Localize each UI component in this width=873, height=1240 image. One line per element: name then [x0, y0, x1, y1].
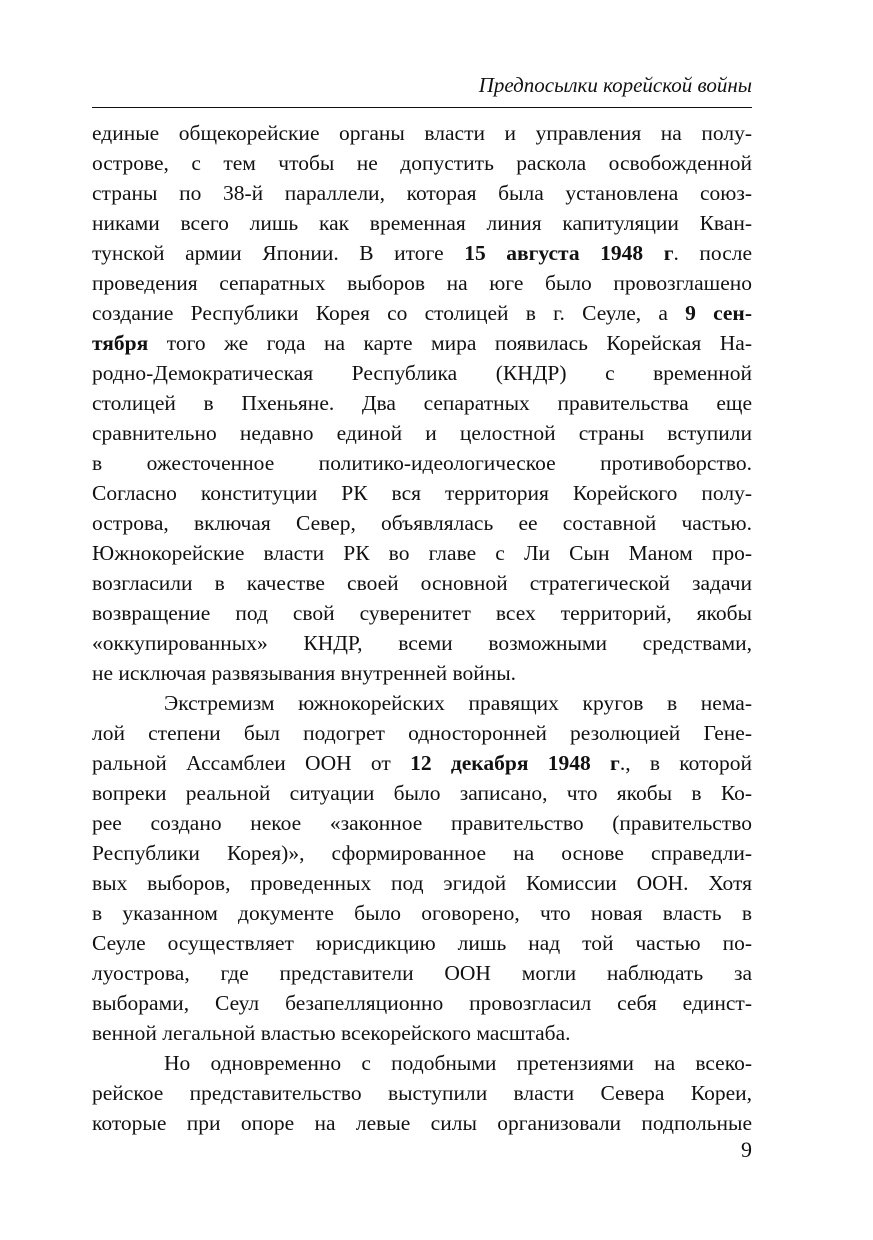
- text-line: единые общекорейские органы власти и управления на полу-: [92, 121, 752, 145]
- text-line: «оккупированных» КНДР, всеми возможными средствами,: [92, 631, 752, 655]
- text-line: вых выборов, проведенных под эгидой Комиссии ООН. Хотя: [92, 871, 752, 895]
- text-line: возгласили в качестве своей основной стратегической задачи: [92, 571, 752, 595]
- text-line: Южнокорейские власти РК во главе с Ли Сын Маном про-: [92, 541, 752, 565]
- text-line: тября того же года на карте мира появилась Корейская На-: [92, 331, 752, 355]
- body-text: [92, 118, 752, 1138]
- text-line: которые при опоре на левые силы организовали подпольные: [92, 1111, 752, 1135]
- text-line: тунской армии Японии. В итоге 15 августа 1948 г. после: [92, 241, 753, 265]
- text-line: рейское представительство выступили власти Севера Кореи,: [92, 1081, 752, 1105]
- paragraph-first-line: Экстремизм южнокорейских правящих кругов в нема-: [164, 691, 752, 715]
- text-line: в указанном документе было оговорено, что новая власть в: [92, 901, 752, 925]
- text-line: острове, с тем чтобы не допустить раскола освобожденной: [92, 151, 752, 175]
- text-line: столицей в Пхеньяне. Два сепаратных правительства еще: [92, 391, 752, 415]
- text-line: в ожесточенное политико-идеологическое противоборство.: [92, 451, 752, 475]
- text-line: проведения сепаратных выборов на юге было провозглашено: [92, 271, 752, 295]
- text-line: рее создано некое «законное правительство (правительство: [92, 811, 752, 835]
- text-line: выборами, Сеул безапелляционно провозгласил себя единст-: [92, 991, 752, 1015]
- text-line: никами всего лишь как временная линия капитуляции Кван-: [92, 211, 752, 235]
- text-line: страны по 38-й параллели, которая была установлена союз-: [92, 181, 752, 205]
- page-number: 9: [741, 1137, 752, 1162]
- running-title: Предпосылки корейской войны: [478, 73, 752, 97]
- text-line: создание Республики Корея со столицей в г. Сеуле, а 9 сен-: [92, 301, 752, 325]
- date-emphasis: 15 августа 1948 г: [464, 241, 674, 265]
- header-rule: [92, 107, 752, 108]
- paragraph-end-line: венной легальной властью всекорейского масштаба.: [92, 1021, 571, 1045]
- paragraph-first-line: Но одновременно с подобными претензиями на всеко-: [164, 1051, 752, 1075]
- text-line: лой степени был подогрет односторонней резолюцией Гене-: [92, 721, 752, 745]
- text-line: ральной Ассамблеи ООН от 12 декабря 1948 г., в которой: [92, 751, 752, 775]
- date-emphasis: 12 декабря 1948 г: [410, 751, 620, 775]
- text-line: возвращение под свой суверенитет всех территорий, якобы: [92, 601, 752, 625]
- date-emphasis: 9 сен-: [685, 301, 752, 325]
- text-line: Согласно конституции РК вся территория Корейского полу-: [92, 481, 752, 505]
- paragraph-end-line: не исключая развязывания внутренней войны.: [92, 661, 517, 685]
- text-line: сравнительно недавно единой и целостной страны вступили: [92, 421, 752, 445]
- text-line: Сеуле осуществляет юрисдикцию лишь над той частью по-: [92, 931, 752, 955]
- text-line: острова, включая Север, объявлялась ее составной частью.: [92, 511, 752, 535]
- text-line: луострова, где представители ООН могли наблюдать за: [92, 961, 752, 985]
- text-line: вопреки реальной ситуации было записано, что якобы в Ко-: [92, 781, 752, 805]
- date-emphasis: тября: [92, 331, 149, 355]
- text-line: Республики Корея)», сформированное на основе справедли-: [92, 841, 752, 865]
- text-line: родно-Демократическая Республика (КНДР) с временной: [92, 361, 752, 385]
